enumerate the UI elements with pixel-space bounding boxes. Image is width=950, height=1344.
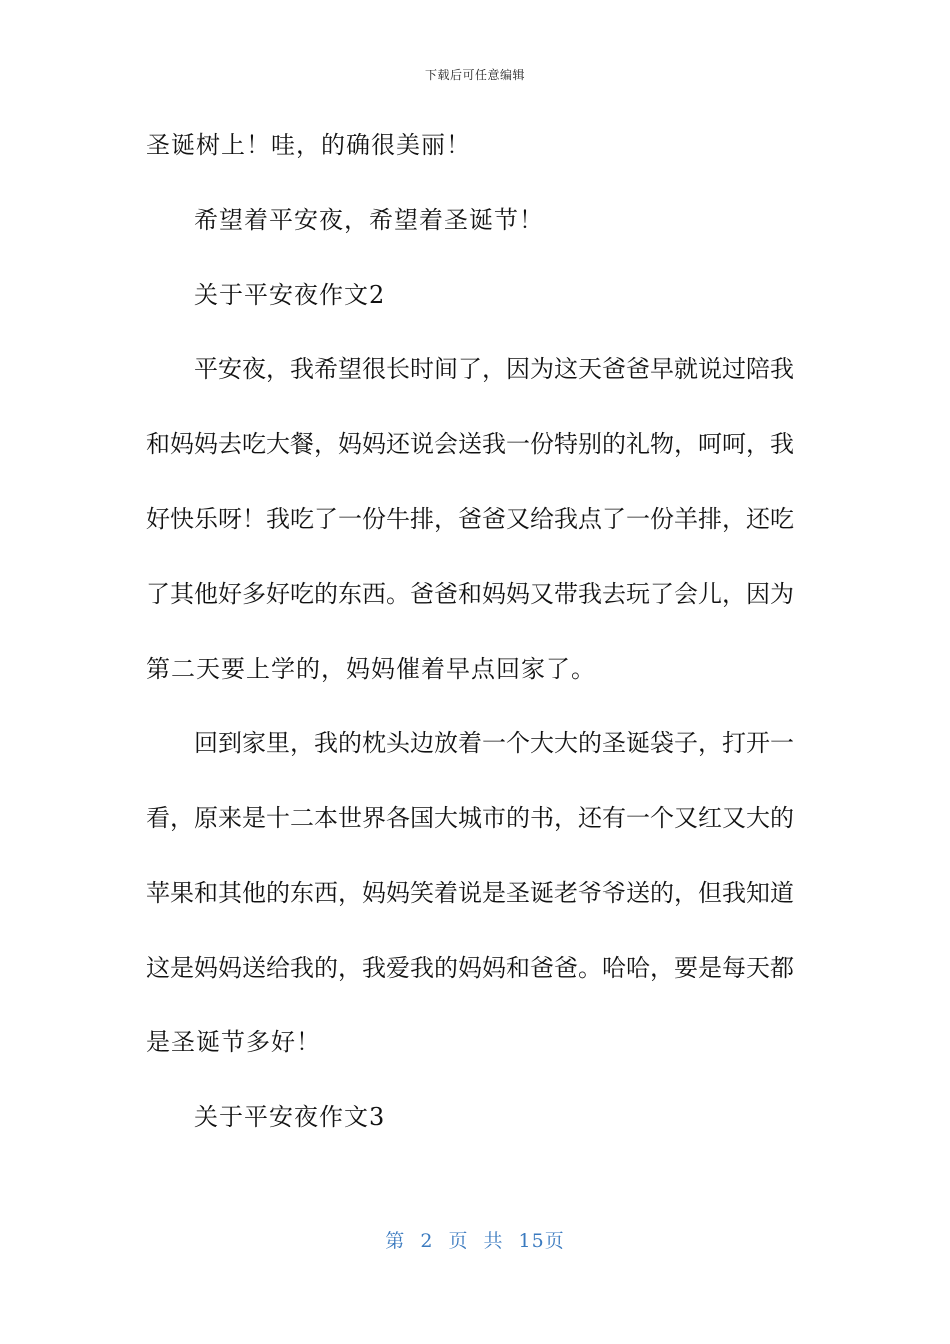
paragraph-line: 看，原来是十二本世界各国大城市的书，还有一个又红又大的 xyxy=(146,804,794,832)
paragraph-line: 苹果和其他的东西，妈妈笑着说是圣诞老爷爷送的，但我知道 xyxy=(146,879,794,907)
page-header-note: 下载后可任意编辑 xyxy=(424,68,525,82)
paragraph-line: 和妈妈去吃大餐，妈妈还说会送我一份特别的礼物，呵呵，我 xyxy=(146,430,794,458)
paragraph-line: 平安夜，我希望很长时间了，因为这天爸爸早就说过陪我 xyxy=(194,355,794,383)
section-heading: 关于平安夜作文2 xyxy=(194,281,386,309)
paragraph-line: 回到家里，我的枕头边放着一个大大的圣诞袋子，打开一 xyxy=(194,729,794,757)
paragraph-line: 希望着平安夜，希望着圣诞节！ xyxy=(194,206,544,234)
paragraph-line: 第二天要上学的，妈妈催着早点回家了。 xyxy=(146,655,596,683)
paragraph-line: 了其他好多好吃的东西。爸爸和妈妈又带我去玩了会儿，因为 xyxy=(146,580,794,608)
page-number-footer: 第 2 页 共 15页 xyxy=(385,1230,565,1252)
paragraph-line: 这是妈妈送给我的，我爱我的妈妈和爸爸。哈哈，要是每天都 xyxy=(146,954,794,982)
paragraph-line: 圣诞树上！哇，的确很美丽！ xyxy=(146,131,471,159)
section-heading: 关于平安夜作文3 xyxy=(194,1103,386,1131)
paragraph-line: 是圣诞节多好！ xyxy=(146,1028,321,1056)
paragraph-line: 好快乐呀！我吃了一份牛排，爸爸又给我点了一份羊排，还吃 xyxy=(146,505,794,533)
